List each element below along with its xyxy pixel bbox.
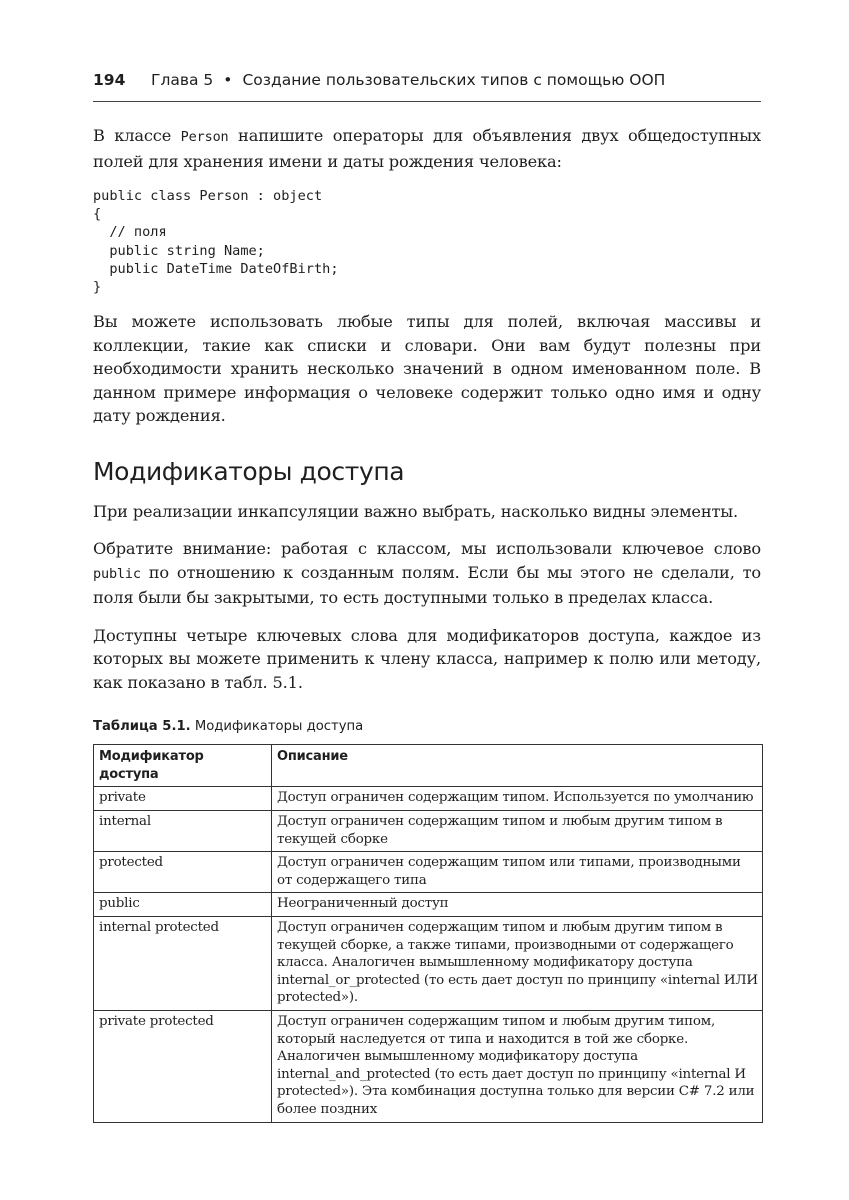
intro-paragraph <box>93 124 761 173</box>
description-cell: Доступ ограничен содержащим типом и любым другим типом, который наследуется от типа и находится в той же сборке. Аналогичен вымышленному модификатору доступа internal_and_protected (то есть дает доступ по принципу «internal И protected»). Эта комбинация доступна только для версии C# 7.2 или более поздних <box>272 1010 763 1122</box>
header-bullet: • <box>223 71 233 89</box>
table-caption-label: Таблица 5.1. <box>93 719 191 735</box>
modifier-cell: private protected <box>94 1010 272 1122</box>
column-header-modifier: Модификатор доступа <box>94 745 272 787</box>
public-text-before: Обратите внимание: работая с классом, мы использовали ключевое слово <box>93 539 761 559</box>
code-block: public class Person : object { // поля public string Name; public DateTime DateOfBirth; } <box>93 188 339 296</box>
table-row <box>94 916 763 1010</box>
description-cell: Доступ ограничен содержащим типом и любым другим типом в текущей сборке <box>272 811 763 852</box>
table-row <box>94 893 763 917</box>
table-header-row <box>94 745 763 787</box>
chapter-label: Глава 5 <box>151 71 214 89</box>
public-text-after: по отношению к созданным полям. Если бы мы этого не сделали, то поля были бы закрытыми, то есть доступными только в пределах класса. <box>93 562 761 608</box>
public-code-word: public <box>93 565 141 582</box>
description-cell: Доступ ограничен содержащим типом и любым другим типом в текущей сборке, а также типами, производными от содержащего класса. Аналогичен вымышленному модификатору доступа internal_or_protected (то есть дает доступ по принципу «internal ИЛИ protected»). <box>272 916 763 1010</box>
description-cell: Доступ ограничен содержащим типом или типами, производными от содержащего типа <box>272 852 763 893</box>
modifier-cell: public <box>94 893 272 917</box>
table-row <box>94 787 763 811</box>
access-modifiers-table <box>93 744 763 1122</box>
public-keyword-paragraph <box>93 537 761 610</box>
modifier-cell: internal <box>94 811 272 852</box>
description-cell: Неограниченный доступ <box>272 893 763 917</box>
table-row <box>94 1010 763 1122</box>
fields-paragraph: Вы можете использовать любые типы для полей, включая массивы и коллекции, такие как списки и словари. Они вам будут полезны при необходимости хранить несколько значений в одном именованном поле. В данном примере информация о человеке содержит только одно имя и одну дату рождения. <box>93 312 761 426</box>
encapsulation-paragraph: При реализации инкапсуляции важно выбрать, насколько видны элементы. <box>93 501 739 521</box>
header-rule <box>93 101 761 102</box>
page-content <box>93 124 761 1123</box>
running-header <box>93 70 761 90</box>
table-row <box>94 811 763 852</box>
table-caption <box>93 718 761 736</box>
description-cell: Доступ ограничен содержащим типом. Используется по умолчанию <box>272 787 763 811</box>
table-caption-text: Модификаторы доступа <box>190 719 364 735</box>
page-number: 194 <box>93 71 126 89</box>
keywords-paragraph: Доступны четыре ключевых слова для модификаторов доступа, каждое из которых вы можете применить к члену класса, например к полю или методу, как показано в табл. 5.1. <box>93 625 761 692</box>
section-heading: Модификаторы доступа <box>93 456 405 486</box>
modifier-cell: private <box>94 787 272 811</box>
intro-code-word: Person <box>180 129 229 145</box>
chapter-title: Создание пользовательских типов с помощью ООП <box>242 71 666 89</box>
column-header-description: Описание <box>272 745 763 787</box>
modifier-cell: internal protected <box>94 916 272 1010</box>
intro-text-before: В классе <box>93 126 181 145</box>
intro-text-after: напишите операторы для объявления двух общедоступных полей для хранения имени и даты рождения человека: <box>93 126 761 171</box>
table-row <box>94 852 763 893</box>
modifier-cell: protected <box>94 852 272 893</box>
